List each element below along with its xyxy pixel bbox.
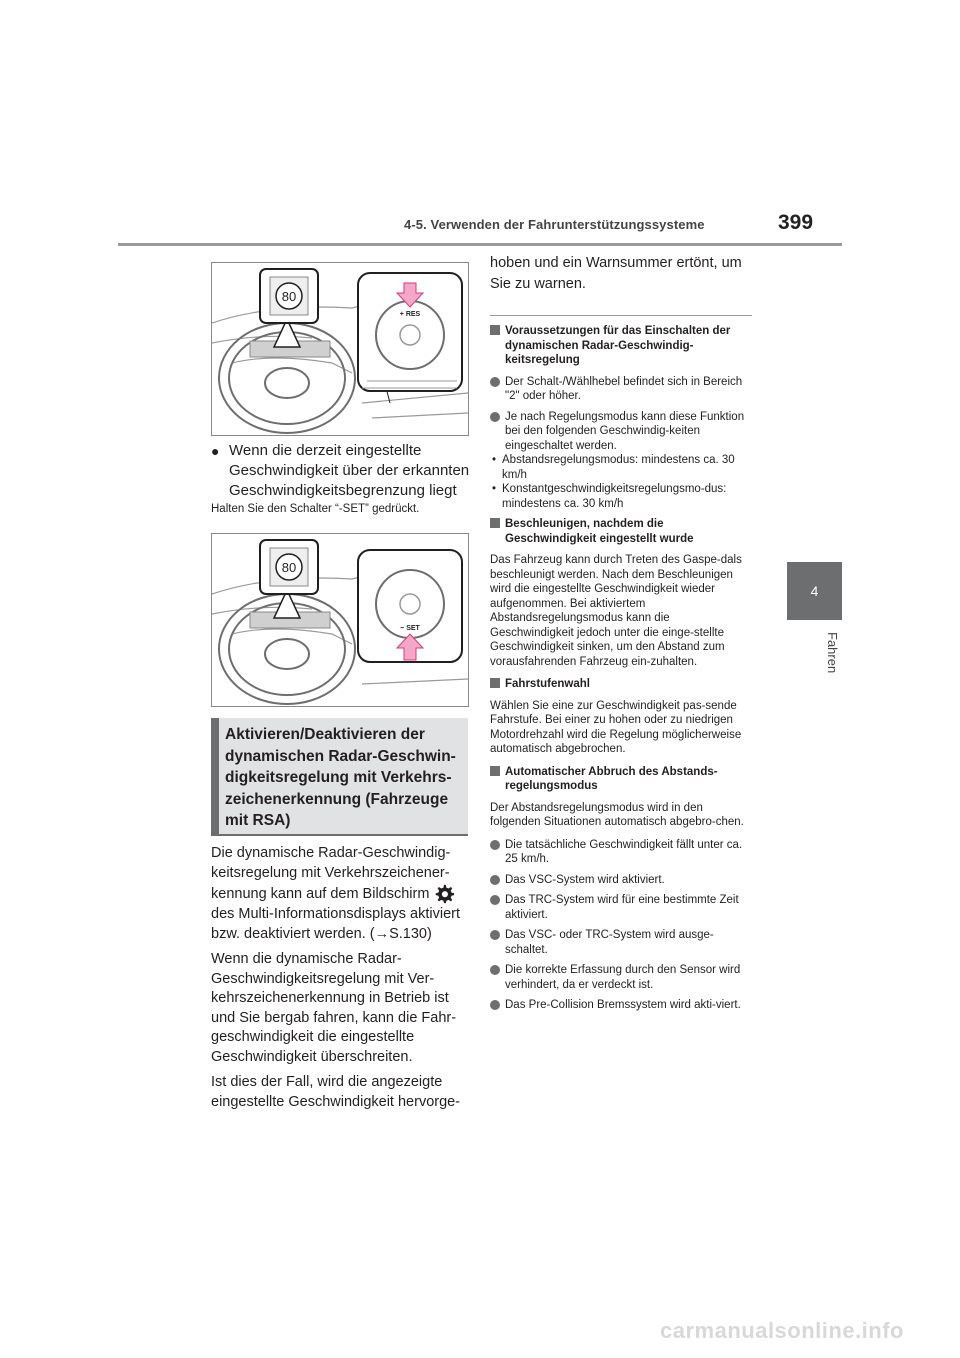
heading-accent-bar [211, 718, 219, 834]
list-item-text: Der Schalt-/Wählhebel befindet sich in Bereich "2" oder höher. [505, 375, 743, 402]
list-item [490, 838, 752, 867]
section-header: 4-5. Verwenden der Fahrunterstützungssysteme [404, 217, 705, 232]
sub-bullet-dot: • [492, 483, 497, 495]
circle-bullet-icon [490, 875, 500, 885]
subheading-conditions [490, 324, 752, 368]
square-bullet-icon [490, 518, 500, 528]
list-item [490, 410, 752, 454]
chapter-tab: 4 [787, 562, 842, 620]
subheading-gear-text: Fahrstufenwahl [505, 678, 590, 690]
paragraph-activation [211, 844, 473, 944]
subheading-conditions-text: Voraussetzungen für das Einschalten der dynamischen Radar-Geschwindig-keitsregelung [505, 325, 731, 366]
sub-list-item [490, 482, 752, 511]
switch-note: Halten Sie den Schalter “-SET” gedrückt. [211, 503, 420, 515]
subheading-acceleration [490, 517, 752, 546]
list-item-text: Je nach Regelungsmodus kann diese Funktion bei den folgenden Geschwindig-keiten eingeschaltet werden. [505, 410, 745, 452]
sub-list-item-text: Konstantgeschwindigkeitsregelungsmo-dus: mindestens ca. 30 km/h [502, 483, 727, 510]
circle-bullet-icon [490, 895, 500, 905]
page-number: 399 [778, 211, 814, 234]
circle-bullet-icon [490, 965, 500, 975]
chapter-label: Fahren [825, 632, 840, 674]
circle-bullet-icon [490, 412, 500, 422]
condition-bullet [211, 441, 473, 501]
warning-continuation: hoben und ein Warnsummer ertönt, um Sie zu warnen. [490, 255, 742, 292]
square-bullet-icon [490, 678, 500, 688]
subheading-acceleration-text: Beschleunigen, nachdem die Geschwindigkeit eingestellt wurde [505, 518, 694, 545]
list-item-text: Die korrekte Erfassung durch den Sensor wird verhindert, da er verdeckt ist. [505, 964, 741, 991]
list-item-text: Die tatsächliche Geschwindigkeit fällt unter ca. 25 km/h. [505, 838, 743, 865]
list-item [490, 893, 752, 922]
list-item [490, 375, 752, 404]
figure-res-switch [211, 262, 469, 436]
list-item [490, 873, 752, 888]
speed-display: 80 [281, 560, 297, 575]
paragraph-activation-b: des Multi-Informationsdisplays aktiviert bzw. deaktiviert werden. (→S.130) [211, 906, 461, 942]
subheading-cancel-text: Automatischer Abbruch des Abstands-regelungsmodus [505, 765, 718, 792]
speed-display: 80 [281, 289, 297, 304]
list-item [490, 928, 752, 957]
list-item-text: Das VSC-System wird aktiviert. [505, 873, 665, 886]
paragraph-gear: Wählen Sie eine zur Geschwindigkeit pas-sende Fahrstufe. Bei einer zu hohen oder zu niedrigen Motordrehzahl wird die Regelung möglicherweise automatisch abgebrochen. [490, 699, 742, 755]
square-bullet-icon [490, 766, 500, 776]
sub-list-item [490, 453, 752, 482]
figure-set-switch [211, 533, 469, 707]
paragraph-downhill: Wenn die dynamische Radar-Geschwindigkeitsregelung mit Ver-kehrszeichenerkennung in Betrieb ist und Sie bergab fahren, kann die Fahr-geschwindigkeit die eingestellte Geschwindigkeit überschreiten. [211, 951, 457, 1065]
paragraph-cancel: Der Abstandsregelungsmodus wird in den folgenden Situationen automatisch abgebro-chen. [490, 801, 744, 828]
set-label: − SET [400, 625, 420, 632]
circle-bullet-icon [490, 930, 500, 940]
list-item-text: Das VSC- oder TRC-System wird ausge-schaltet. [505, 929, 714, 956]
circle-bullet-icon [490, 1000, 500, 1010]
paragraph-activation-a: Die dynamische Radar-Geschwindig-keitsregelung mit Verkehrszeichener-kennung kann auf dem Bildschirm [211, 845, 451, 902]
gear-icon [433, 883, 455, 905]
sub-list-item-text: Abstandsregelungsmodus: mindestens ca. 30 km/h [502, 454, 735, 481]
subheading-gear [490, 677, 752, 692]
res-label: + RES [399, 311, 421, 318]
square-bullet-icon [490, 325, 500, 335]
list-item [490, 998, 752, 1013]
paragraph-acceleration: Das Fahrzeug kann durch Treten des Gaspe-dals beschleunigt werden. Nach dem Beschleunigen wird die eingestellte Geschwindigkeit wieder aufgenommen. Bei aktiviertem Abstandsregelungsmodus kann die Geschwindigkeit jedoch unter die einge-stellte Geschwindigkeit sinken, um den Abstand zum vorausfahrenden Fahrzeug ein-zuhalten. [490, 554, 742, 668]
sub-bullet-dot: • [492, 454, 497, 466]
right-column [490, 253, 752, 1019]
paragraph-warning: Ist dies der Fall, wird die angezeigte eingestellte Geschwindigkeit hervorge- [211, 1074, 461, 1110]
section-heading: Aktivieren/Deaktivieren der dynamischen Radar-Geschwin-digkeitsregelung mit Verkehrs-zeichenerkennung (Fahrzeuge mit RSA) [225, 726, 456, 829]
left-body-text [211, 844, 473, 1118]
list-item [490, 963, 752, 992]
circle-bullet-icon [490, 377, 500, 387]
bullet-dot: ● [211, 443, 220, 459]
subheading-cancel [490, 765, 752, 794]
divider-rule [490, 315, 752, 316]
watermark: carmanualsonline.info [660, 1318, 904, 1343]
circle-bullet-icon [490, 840, 500, 850]
list-item-text: Das TRC-System wird für eine bestimmte Zeit aktiviert. [505, 894, 739, 921]
header-rule [118, 243, 842, 246]
section-heading-box [211, 718, 468, 836]
list-item-text: Das Pre-Collision Bremssystem wird akti-viert. [505, 999, 741, 1011]
condition-text: Wenn die derzeit eingestellte Geschwindigkeit über der erkannten Geschwindigkeitsbegrenzung liegt [229, 442, 470, 499]
